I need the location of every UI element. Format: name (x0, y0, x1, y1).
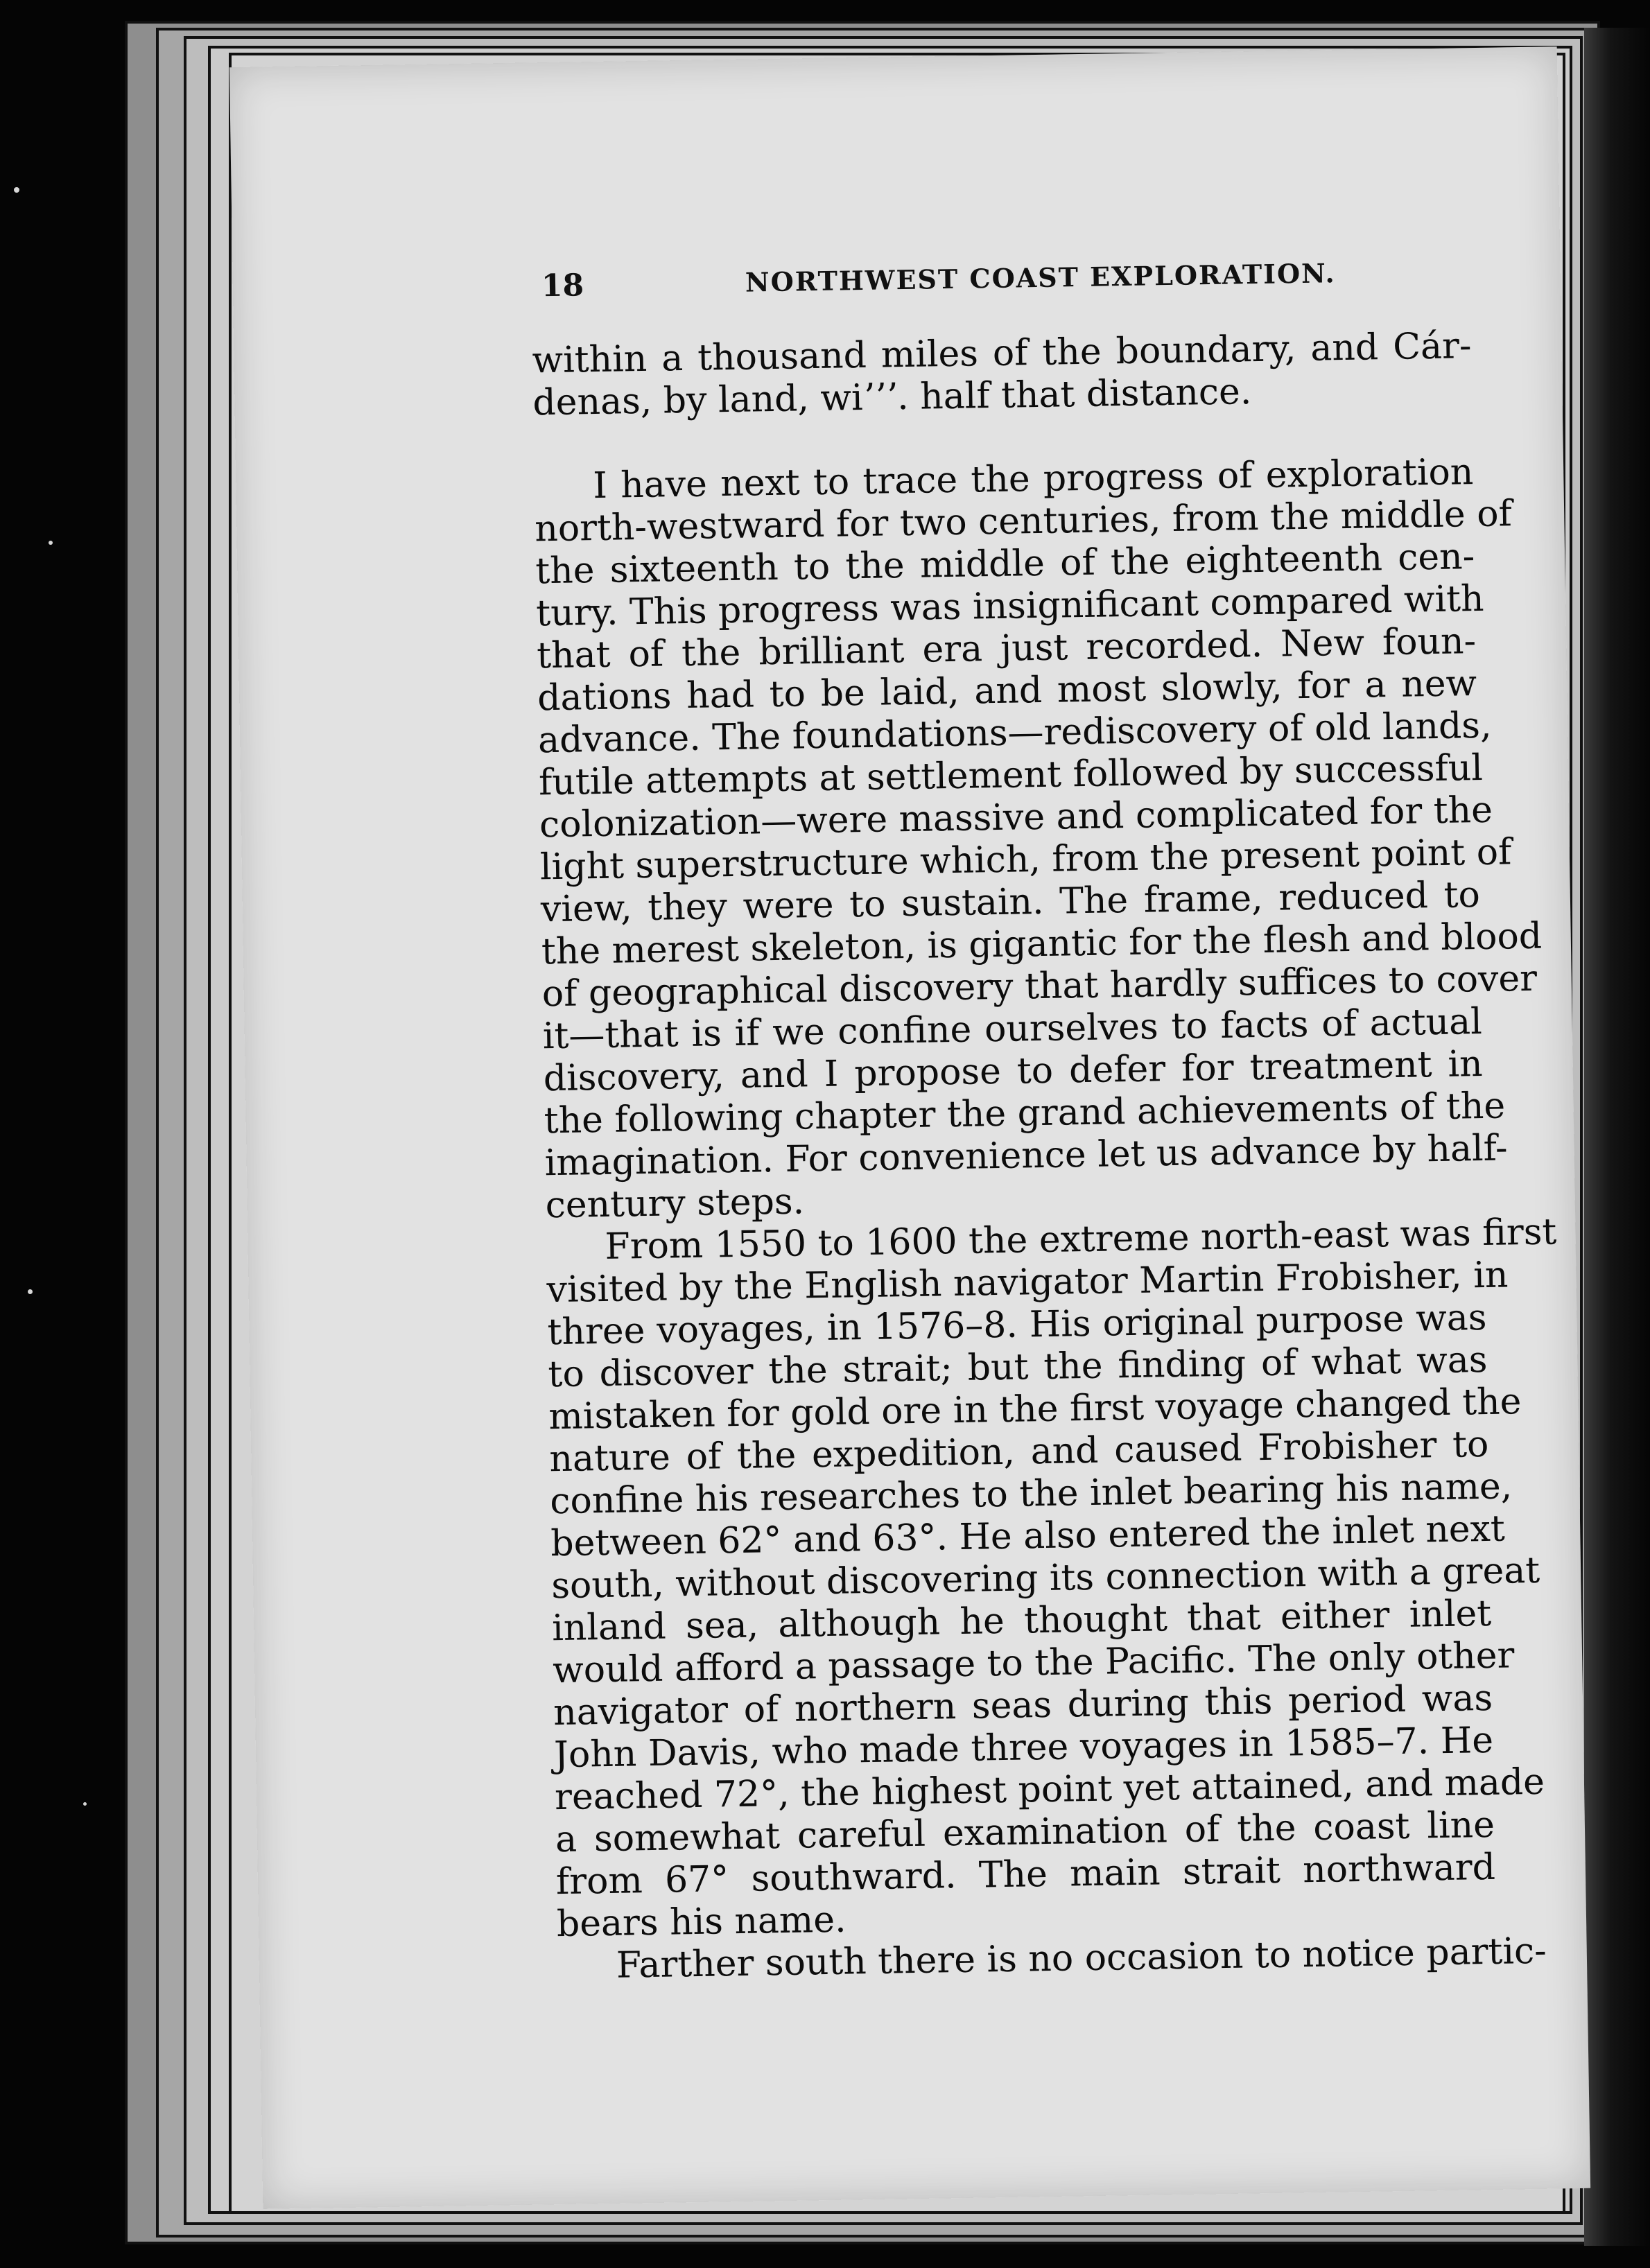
text-line: visited by the English navigator Martin Frobisher, in (546, 1254, 1509, 1311)
text-line: north-westward for two centuries, from the middle of (534, 493, 1513, 550)
text-line: John Davis, who made three voyages in 1585–7. He (553, 1719, 1494, 1777)
dust-speck (49, 541, 53, 545)
dust-speck (14, 187, 19, 193)
text-line: advance. The foundations—rediscovery of old lands, (537, 704, 1492, 762)
text-line: futile attempts at settlement followed by successful (538, 747, 1484, 804)
text-line: it—that is if we confine ourselves to facts of actual (542, 1001, 1483, 1058)
text-line: Farther south there is no occasion to notice partic- (616, 1930, 1547, 1987)
text-line: From 1550 to 1600 the extreme north-east was first (605, 1211, 1557, 1268)
text-line: confine his researches to the inlet bearing his name, (549, 1465, 1513, 1523)
text-line: denas, by land, wiʼʼʼ. half that distance. (532, 371, 1252, 424)
text-line: reached 72°, the highest point yet attained, and made (554, 1761, 1545, 1819)
text-line: the merest skeleton, is gigantic for the flesh and blood (541, 915, 1543, 973)
text-line: the sixteenth to the middle of the eighteenth cen- (535, 536, 1475, 593)
text-line: tury. This progress was insignificant compared with (535, 577, 1484, 635)
body-text (532, 325, 1557, 1988)
text-line: light superstructure which, from the present point of (539, 831, 1512, 889)
running-head: NORTHWEST COAST EXPLORATION. (745, 257, 1336, 298)
text-line: colonization—were massive and complicated for the (539, 789, 1493, 846)
text-line: to discover the strait; but the finding of what was (548, 1338, 1488, 1396)
dust-speck (28, 1289, 33, 1294)
dust-speck (83, 1802, 87, 1806)
text-line: that of the brilliant era just recorded. New foun- (536, 620, 1477, 677)
text-line: a somewhat careful examination of the coast line (555, 1804, 1495, 1861)
paragraph (534, 451, 1543, 1227)
text-line: within a thousand miles of the boundary, and Cár- (532, 325, 1472, 382)
text-line: inland sea, although he thought that either inlet (551, 1592, 1492, 1650)
text-line: would afford a passage to the Pacific. The only other (552, 1634, 1515, 1692)
text-line: mistaken for gold ore in the first voyage changed the (548, 1381, 1522, 1438)
text-line: dations had to be laid, and most slowly, for a new (537, 663, 1477, 719)
book-binding (1584, 28, 1650, 2246)
text-line: view, they were to sustain. The frame, reduced to (540, 874, 1481, 931)
text-line: imagination. For convenience let us advance by half- (544, 1127, 1508, 1185)
text-line: three voyages, in 1576–8. His original purpose was (547, 1296, 1487, 1354)
text-line: navigator of northern seas during this period was (553, 1677, 1493, 1734)
text-line: discovery, and I propose to defer for treatment in (543, 1043, 1484, 1100)
book-page (229, 46, 1590, 2209)
text-line: bears his name. (556, 1899, 846, 1946)
page-header (541, 245, 1512, 302)
text-line: century steps. (545, 1180, 805, 1227)
text-line: from 67° southward. The main strait northward (555, 1846, 1496, 1903)
text-line: of geographical discovery that hardly suffices to cover (541, 957, 1538, 1015)
text-line: between 62° and 63°. He also entered the inlet next (550, 1508, 1506, 1565)
text-line: I have next to trace the progress of exploration (592, 451, 1474, 507)
text-line: nature of the expedition, and caused Frobisher to (548, 1423, 1489, 1481)
text-line: the following chapter the grand achievements of the (544, 1085, 1506, 1142)
text-line: south, without discovering its connection with a great (550, 1549, 1540, 1607)
page-number: 18 (541, 268, 584, 304)
paragraph (546, 1211, 1557, 1946)
paragraph (532, 325, 1473, 424)
